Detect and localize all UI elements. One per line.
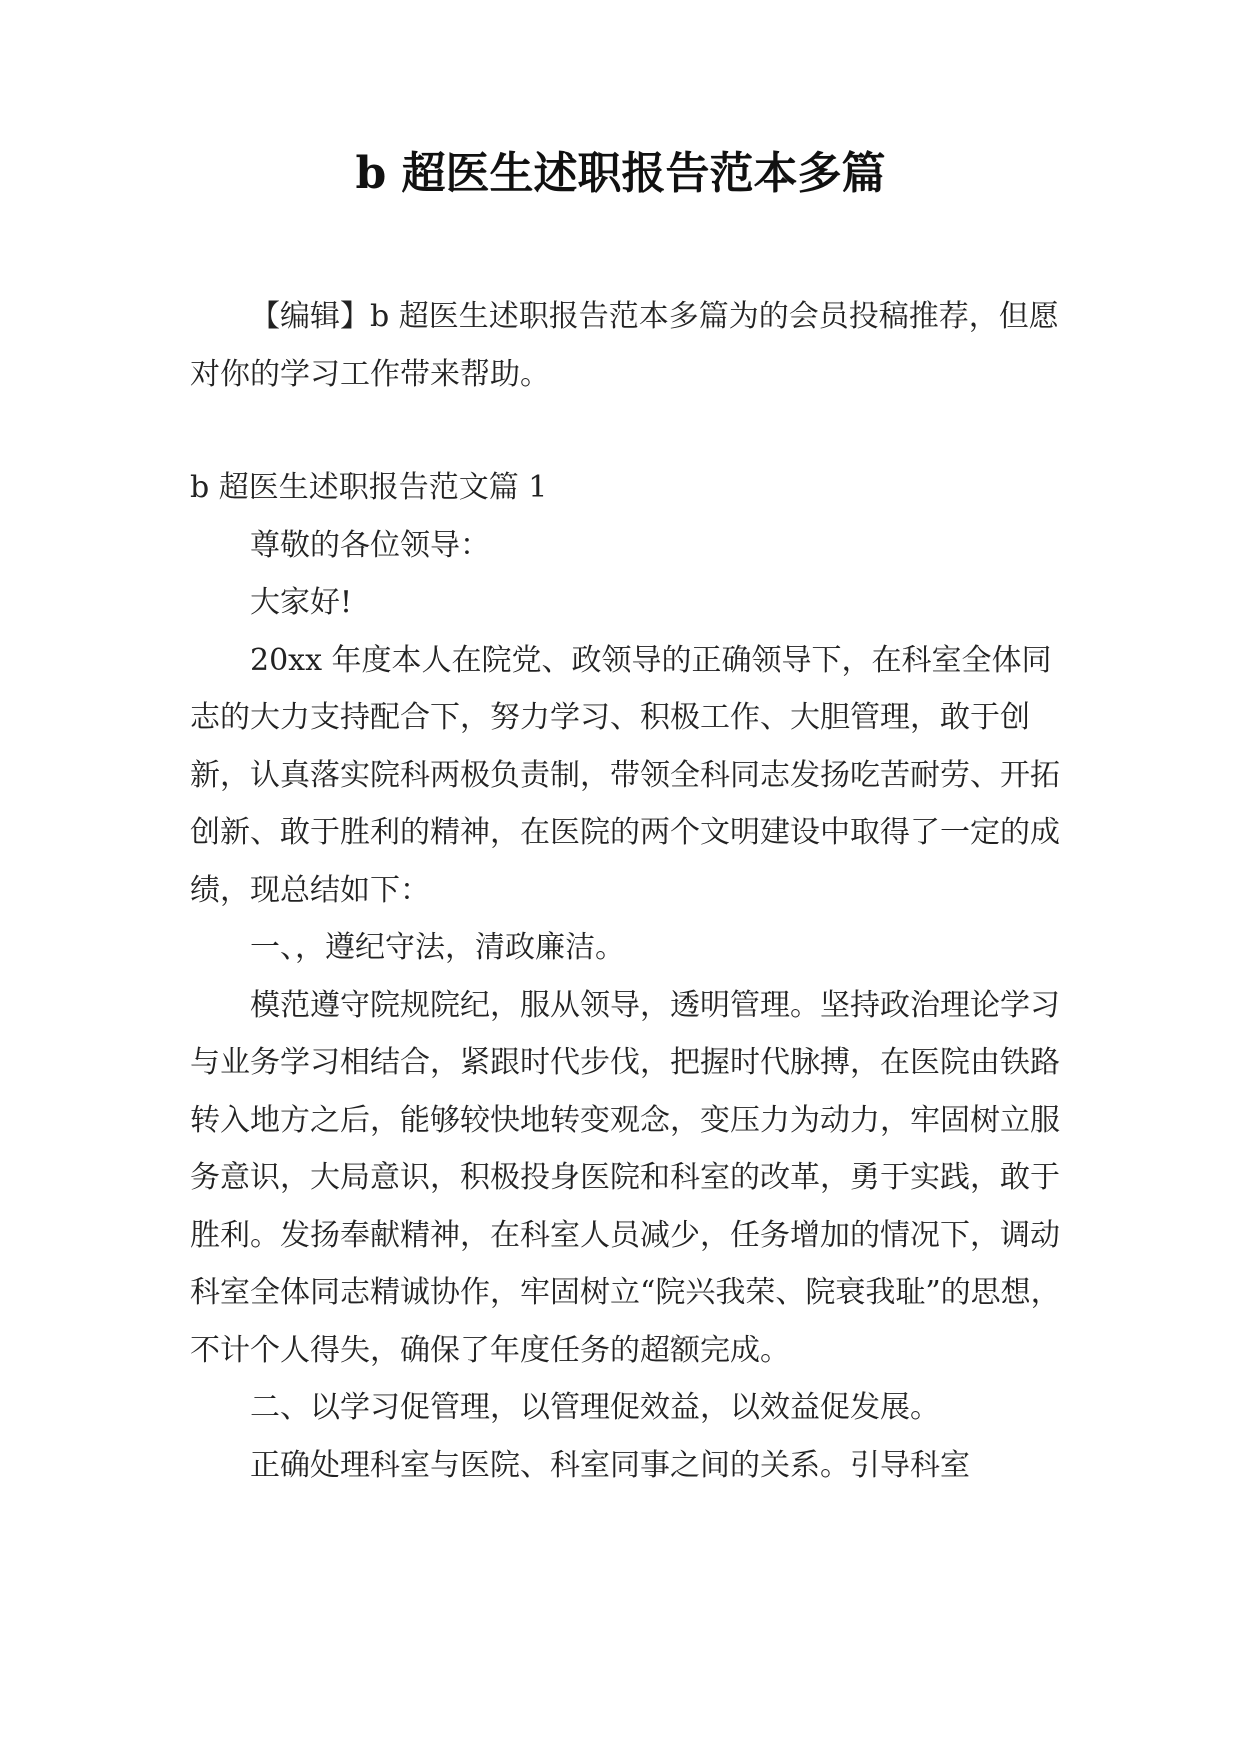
section-point-2: 二、以学习促管理，以管理促效益，以效益促发展。 xyxy=(250,1390,940,1425)
section-point-1: 一、，遵纪守法，清政廉洁。 xyxy=(250,930,625,965)
intro-paragraph: 【编辑】b 超医生述职报告范本多篇为的会员投稿推荐，但愿对你的学习工作带来帮助。 xyxy=(190,299,1059,392)
body-paragraph: 模范遵守院规院纪，服从领导，透明管理。坚持政治理论学习与业务学习相结合，紧跟时代步伐，把握时代脉搏，在医院由铁路转入地方之后，能够较快地转变观念，变压力为动力，牢固树立服务意识，大局意识，积极投身医院和科室的改革，勇于实践，敢于胜利。发扬奉献精神，在科室人员减少，任务增加的情况下，调动科室全体同志精诚协作，牢固树立“院兴我荣、院衰我耻”的思想，不计个人得失，确保了年度任务的超额完成。 xyxy=(190,987,1061,1368)
greeting: 大家好! xyxy=(250,585,353,620)
salutation: 尊敬的各位领导： xyxy=(250,527,490,563)
document-title: b 超医生述职报告范本多篇 xyxy=(355,148,886,199)
document-body xyxy=(190,288,1070,1494)
body-paragraph: 正确处理科室与医院、科室同事之间的关系。引导科室 xyxy=(250,1447,970,1483)
body-paragraph: 20xx 年度本人在院党、政领导的正确领导下，在科室全体同志的大力支持配合下，努力学习、积极工作、大胆管理，敢于创新，认真落实院科两极负责制，带领全科同志发扬吃苦耐劳、开拓创新、敢于胜利的精神，在医院的两个文明建设中取得了一定的成绩，现总结如下： xyxy=(190,642,1060,908)
section-heading: b 超医生述职报告范文篇 1 xyxy=(190,470,548,505)
